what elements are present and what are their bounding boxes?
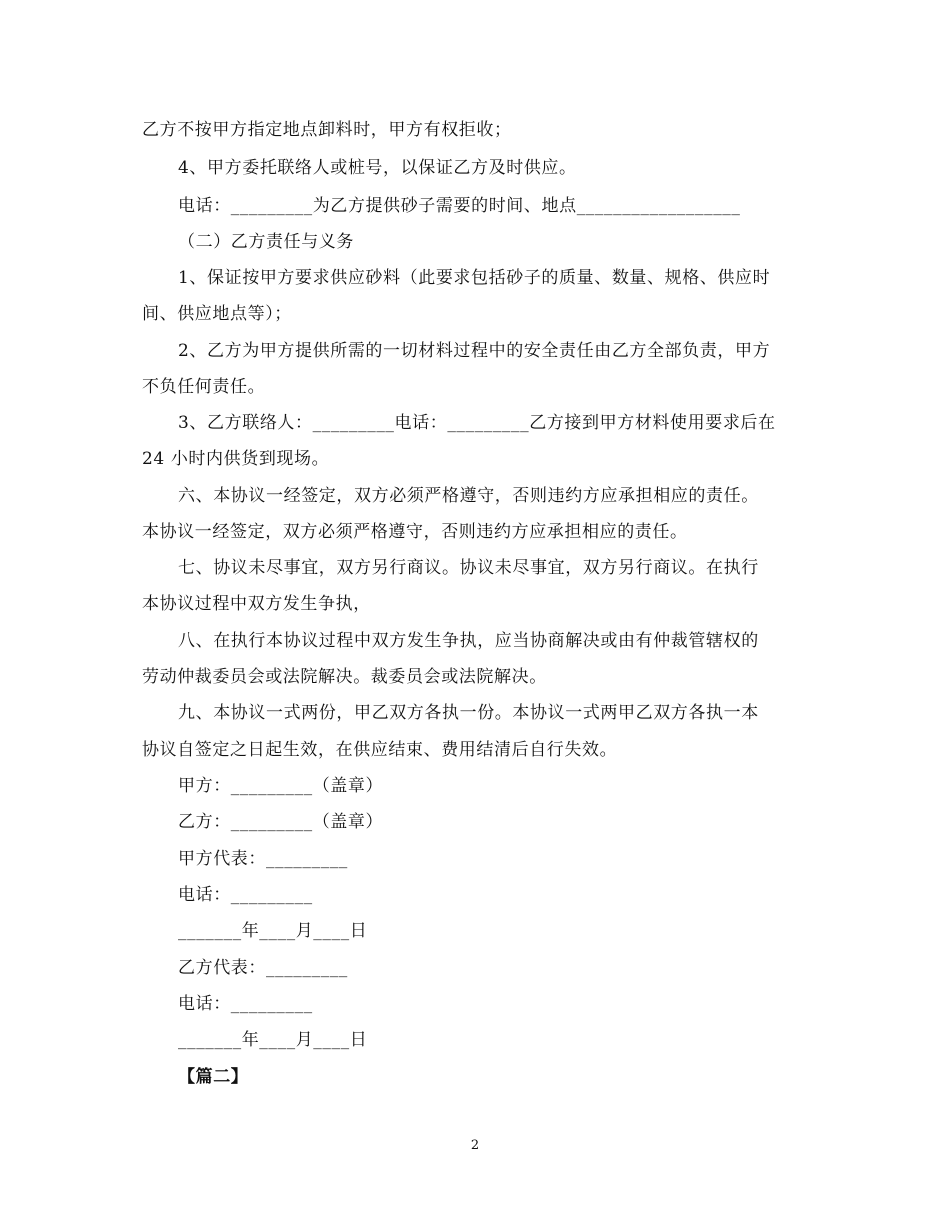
text-line: 劳动仲裁委员会或法院解决。裁委员会或法院解决。 (142, 667, 547, 687)
date-line: _______年____月____日 (178, 921, 368, 941)
text-line: 本协议一经签定，双方必须严格遵守，否则违约方应承担相应的责任。 (142, 522, 688, 542)
text-line: 六、本协议一经签定，双方必须严格遵守，否则违约方应承担相应的责任。 (178, 486, 759, 506)
signature-line: 乙方代表：_________ (178, 958, 348, 978)
page-number: 2 (470, 1138, 480, 1153)
signature-line: 电话：_________ (178, 994, 313, 1014)
signature-line: 乙方：_________（盖章） (178, 812, 384, 832)
signature-line: 电话：_________ (178, 885, 313, 905)
text-line: 不负任何责任。 (142, 377, 266, 397)
section-heading: （二）乙方责任与义务 (178, 232, 354, 252)
text-line: 电话：_________为乙方提供砂子需要的时间、地点__________________ (178, 196, 741, 216)
text-line: 3、乙方联络人：_________电话：_________乙方接到甲方材料使用要求后在 (178, 413, 776, 433)
text-line: 本协议过程中双方发生争执， (142, 594, 371, 614)
text-line: 间、供应地点等）； (142, 304, 292, 324)
text-line: 协议自签定之日起生效，在供应结束、费用结清后自行失效。 (142, 740, 618, 760)
text-line: 2、乙方为甲方提供所需的一切材料过程中的安全责任由乙方全部负责，甲方 (178, 341, 771, 361)
text-line: 4、甲方委托联络人或桩号，以保证乙方及时供应。 (178, 158, 577, 178)
text-line: 九、本协议一式两份，甲乙双方各执一份。本协议一式两甲乙双方各执一本 (178, 703, 759, 723)
text-line: 24 小时内供货到现场。 (142, 449, 330, 469)
text-line: 乙方不按甲方指定地点卸料时，甲方有权拒收； (142, 120, 512, 140)
text-line: 1、保证按甲方要求供应砂料（此要求包括砂子的质量、数量、规格、供应时 (178, 268, 771, 288)
section-title: 【篇二】 (178, 1067, 249, 1087)
signature-line: 甲方：_________（盖章） (178, 776, 384, 796)
text-line: 八、在执行本协议过程中双方发生争执，应当协商解决或由有仲裁管辖权的 (178, 631, 759, 651)
signature-line: 甲方代表：_________ (178, 849, 348, 869)
date-line: _______年____月____日 (178, 1030, 368, 1050)
text-line: 七、协议未尽事宜，双方另行商议。协议未尽事宜，双方另行商议。在执行 (178, 558, 759, 578)
